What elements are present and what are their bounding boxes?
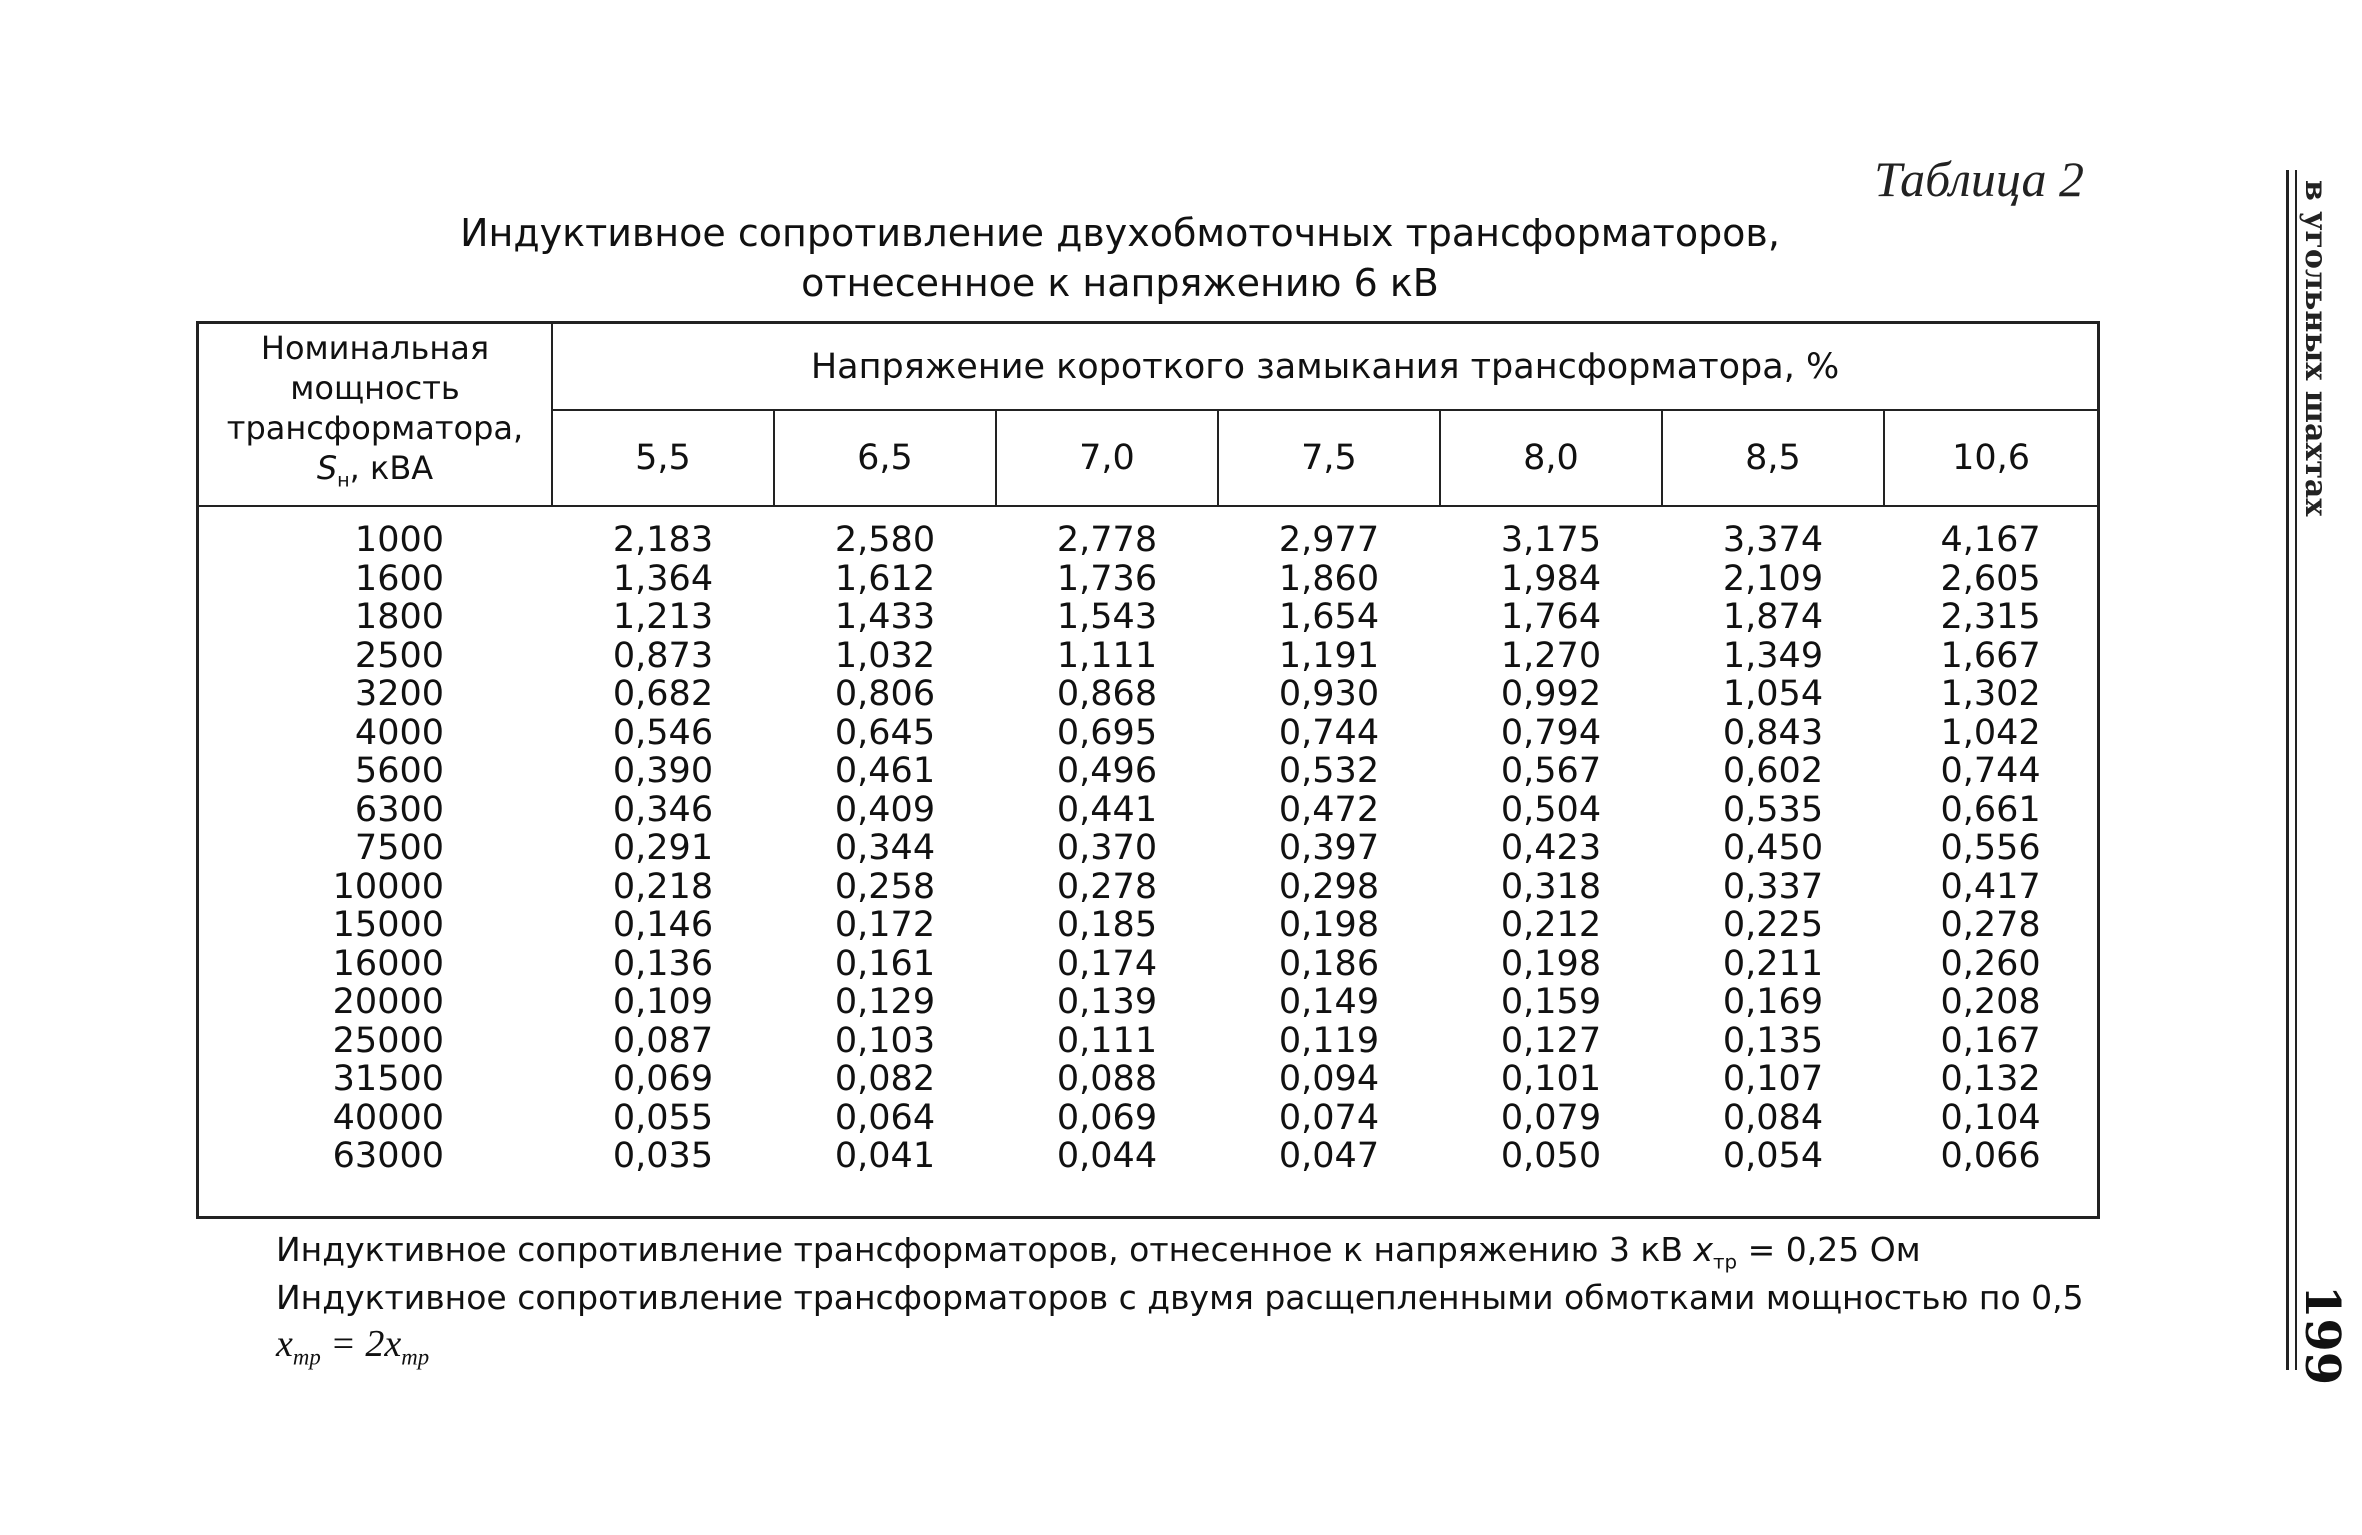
value-cell: 0,139	[1056, 982, 1158, 1022]
value-cell: 0,211	[1722, 943, 1824, 984]
value-cell: 0,370	[1056, 828, 1158, 868]
value-cell: 0,050	[1500, 1136, 1602, 1176]
value-cell: 0,291	[612, 828, 714, 868]
value-cell: 0,397	[1278, 828, 1380, 868]
running-head: в угольных шахтах	[2298, 180, 2333, 517]
value-cell: 0,260	[1940, 943, 2041, 984]
value-cell: 0,472	[1278, 789, 1380, 830]
table-row	[199, 637, 2097, 676]
value-cell: 0,094	[1278, 1059, 1380, 1099]
value-cell: 0,212	[1500, 905, 1602, 945]
value-cell: 0,109	[612, 982, 714, 1022]
power-cell: 7500	[354, 828, 444, 868]
value-cell: 0,101	[1500, 1059, 1602, 1099]
value-cell: 0,868	[1056, 674, 1158, 714]
value-cell: 1,191	[1278, 635, 1380, 676]
value-cell: 0,084	[1722, 1097, 1824, 1138]
power-cell: 6300	[354, 789, 444, 830]
value-cell: 0,602	[1722, 751, 1824, 791]
table-row	[199, 945, 2097, 984]
value-cell: 0,198	[1278, 905, 1380, 945]
table-row	[199, 1060, 2097, 1099]
table-row	[199, 598, 2097, 637]
power-cell: 5600	[354, 751, 444, 791]
power-cell: 31500	[332, 1059, 444, 1099]
value-cell: 0,535	[1722, 789, 1824, 830]
value-cell: 1,860	[1278, 558, 1380, 599]
table-row	[199, 983, 2097, 1022]
value-cell: 1,213	[612, 597, 714, 637]
value-cell: 2,183	[612, 520, 714, 560]
value-cell: 2,580	[834, 520, 936, 560]
value-cell: 0,218	[612, 866, 714, 907]
power-cell: 40000	[332, 1097, 444, 1138]
value-cell: 0,074	[1278, 1097, 1380, 1138]
value-cell: 0,344	[834, 828, 936, 868]
column-header: 8,0	[1440, 410, 1662, 506]
value-cell: 1,349	[1722, 635, 1824, 676]
table-title	[190, 208, 2050, 308]
value-cell: 0,278	[1940, 905, 2041, 945]
value-cell: 0,069	[612, 1059, 714, 1099]
column-header: 7,5	[1218, 410, 1440, 506]
table-title-line-2: отнесенное к напряжению 6 кВ	[801, 261, 1439, 305]
value-cell: 0,298	[1278, 866, 1380, 907]
value-cell: 0,066	[1940, 1136, 2041, 1176]
value-cell: 0,146	[612, 905, 714, 945]
value-cell: 0,645	[834, 712, 936, 753]
power-cell: 1600	[354, 558, 444, 599]
value-cell: 0,682	[612, 674, 714, 714]
value-cell: 0,044	[1056, 1136, 1158, 1176]
value-cell: 1,054	[1722, 674, 1824, 714]
value-cell: 1,984	[1500, 558, 1602, 599]
value-cell: 1,433	[834, 597, 936, 637]
value-cell: 0,087	[612, 1020, 714, 1061]
value-cell: 0,423	[1500, 828, 1602, 868]
value-cell: 0,532	[1278, 751, 1380, 791]
value-cell: 0,172	[834, 905, 936, 945]
voltage-group-header: Напряжение короткого замыкания трансформатора, %	[552, 324, 2097, 410]
value-cell: 0,104	[1940, 1097, 2041, 1138]
value-cell: 0,088	[1056, 1059, 1158, 1099]
value-cell: 0,035	[612, 1136, 714, 1176]
value-cell: 3,175	[1500, 520, 1602, 560]
value-cell: 1,270	[1500, 635, 1602, 676]
value-cell: 0,461	[834, 751, 936, 791]
power-cell: 1800	[354, 597, 444, 637]
table-row	[199, 752, 2097, 791]
power-cell: 2500	[354, 635, 444, 676]
power-cell: 15000	[332, 905, 444, 945]
table-label: Таблица 2	[1874, 151, 2084, 207]
value-cell: 0,107	[1722, 1059, 1824, 1099]
value-cell: 0,082	[834, 1059, 936, 1099]
value-cell: 0,546	[612, 712, 714, 753]
table-row	[199, 1137, 2097, 1176]
column-header: 8,5	[1662, 410, 1884, 506]
value-cell: 0,337	[1722, 866, 1824, 907]
value-cell: 0,079	[1500, 1097, 1602, 1138]
column-header: 10,6	[1884, 410, 2097, 506]
value-cell: 0,127	[1500, 1020, 1602, 1061]
value-cell: 0,064	[834, 1097, 936, 1138]
value-cell: 1,736	[1056, 558, 1158, 599]
table-row	[199, 1022, 2097, 1061]
data-table	[196, 321, 2100, 1219]
value-cell: 0,496	[1056, 751, 1158, 791]
column-header: 7,0	[996, 410, 1218, 506]
value-cell: 1,543	[1056, 597, 1158, 637]
power-cell: 1000	[354, 520, 444, 560]
value-cell: 0,504	[1500, 789, 1602, 830]
value-cell: 0,744	[1940, 751, 2041, 791]
value-cell: 0,208	[1940, 982, 2041, 1022]
value-cell: 0,661	[1940, 789, 2041, 830]
value-cell: 1,654	[1278, 597, 1380, 637]
value-cell: 2,605	[1940, 558, 2041, 599]
value-cell: 1,667	[1940, 635, 2041, 676]
value-cell: 0,159	[1500, 982, 1602, 1022]
value-cell: 2,315	[1940, 597, 2041, 637]
table-row	[199, 1099, 2097, 1138]
value-cell: 0,873	[612, 635, 714, 676]
value-cell: 0,450	[1722, 828, 1824, 868]
value-cell: 0,129	[834, 982, 936, 1022]
margin-rule	[2286, 170, 2297, 1370]
power-cell: 63000	[332, 1136, 444, 1176]
value-cell: 0,346	[612, 789, 714, 830]
value-cell: 0,806	[834, 674, 936, 714]
value-cell: 1,042	[1940, 712, 2041, 753]
power-cell: 10000	[332, 866, 444, 907]
value-cell: 0,185	[1056, 905, 1158, 945]
value-cell: 2,109	[1722, 558, 1824, 599]
value-cell: 0,556	[1940, 828, 2041, 868]
power-cell: 25000	[332, 1020, 444, 1061]
power-cell: 20000	[332, 982, 444, 1022]
value-cell: 0,258	[834, 866, 936, 907]
column-header: 5,5	[552, 410, 774, 506]
value-cell: 0,992	[1500, 674, 1602, 714]
value-cell: 0,047	[1278, 1136, 1380, 1176]
table-row	[199, 791, 2097, 830]
value-cell: 0,103	[834, 1020, 936, 1061]
column-header: 6,5	[774, 410, 996, 506]
value-cell: 1,364	[612, 558, 714, 599]
table-title-line-1: Индуктивное сопротивление двухобмоточных трансформаторов,	[460, 211, 1780, 255]
note-split-windings: Индуктивное сопротивление трансформаторов с двумя расщепленными обмотками мощностью по 0,5	[276, 1278, 2084, 1317]
power-column-header: Номинальная мощность трансформатора, $S_н$, кВА	[199, 324, 552, 506]
value-cell: 0,169	[1722, 982, 1824, 1022]
value-cell: 0,794	[1500, 712, 1602, 753]
table-row	[199, 506, 2097, 560]
note-3kv: Индуктивное сопротивление трансформаторов, отнесенное к напряжению 3 кВ $x_{тр} = 0,25$ Ом	[276, 1230, 1921, 1274]
value-cell: 0,161	[834, 943, 936, 984]
value-cell: 0,119	[1278, 1020, 1380, 1061]
value-cell: 0,167	[1940, 1020, 2041, 1061]
table-row	[199, 906, 2097, 945]
power-cell: 3200	[354, 674, 444, 714]
value-cell: 0,417	[1940, 866, 2041, 907]
value-cell: 0,041	[834, 1136, 936, 1176]
note-formula: $x_{тр} = 2x_{тр}$	[276, 1323, 430, 1370]
value-cell: 0,225	[1722, 905, 1824, 945]
value-cell: 1,764	[1500, 597, 1602, 637]
power-cell: 4000	[354, 712, 444, 753]
value-cell: 1,302	[1940, 674, 2041, 714]
value-cell: 0,069	[1056, 1097, 1158, 1138]
value-cell: 2,977	[1278, 520, 1380, 560]
page-number: 199	[2294, 1285, 2350, 1386]
power-cell: 16000	[332, 943, 444, 984]
table-row	[199, 829, 2097, 868]
value-cell: 0,198	[1500, 943, 1602, 984]
value-cell: 0,132	[1940, 1059, 2041, 1099]
value-cell: 0,441	[1056, 789, 1158, 830]
value-cell: 0,149	[1278, 982, 1380, 1022]
value-cell: 0,174	[1056, 943, 1158, 984]
value-cell: 0,744	[1278, 712, 1380, 753]
table-row	[199, 714, 2097, 753]
value-cell: 0,186	[1278, 943, 1380, 984]
value-cell: 1,874	[1722, 597, 1824, 637]
value-cell: 0,054	[1722, 1136, 1824, 1176]
page-margin	[2284, 170, 2350, 1386]
table-row	[199, 560, 2097, 599]
value-cell: 1,612	[834, 558, 936, 599]
value-cell: 0,409	[834, 789, 936, 830]
value-cell: 0,930	[1278, 674, 1380, 714]
value-cell: 3,374	[1722, 520, 1824, 560]
value-cell: 0,695	[1056, 712, 1158, 753]
value-cell: 0,136	[612, 943, 714, 984]
value-cell: 2,778	[1056, 520, 1158, 560]
value-cell: 1,032	[834, 635, 936, 676]
value-cell: 0,390	[612, 751, 714, 791]
value-cell: 0,567	[1500, 751, 1602, 791]
table-row	[199, 868, 2097, 907]
value-cell: 1,111	[1056, 635, 1158, 676]
value-cell: 4,167	[1940, 520, 2041, 560]
value-cell: 0,278	[1056, 866, 1158, 907]
table-row	[199, 675, 2097, 714]
value-cell: 0,055	[612, 1097, 714, 1138]
value-cell: 0,111	[1056, 1020, 1158, 1061]
value-cell: 0,135	[1722, 1020, 1824, 1061]
value-cell: 0,318	[1500, 866, 1602, 907]
value-cell: 0,843	[1722, 712, 1824, 753]
